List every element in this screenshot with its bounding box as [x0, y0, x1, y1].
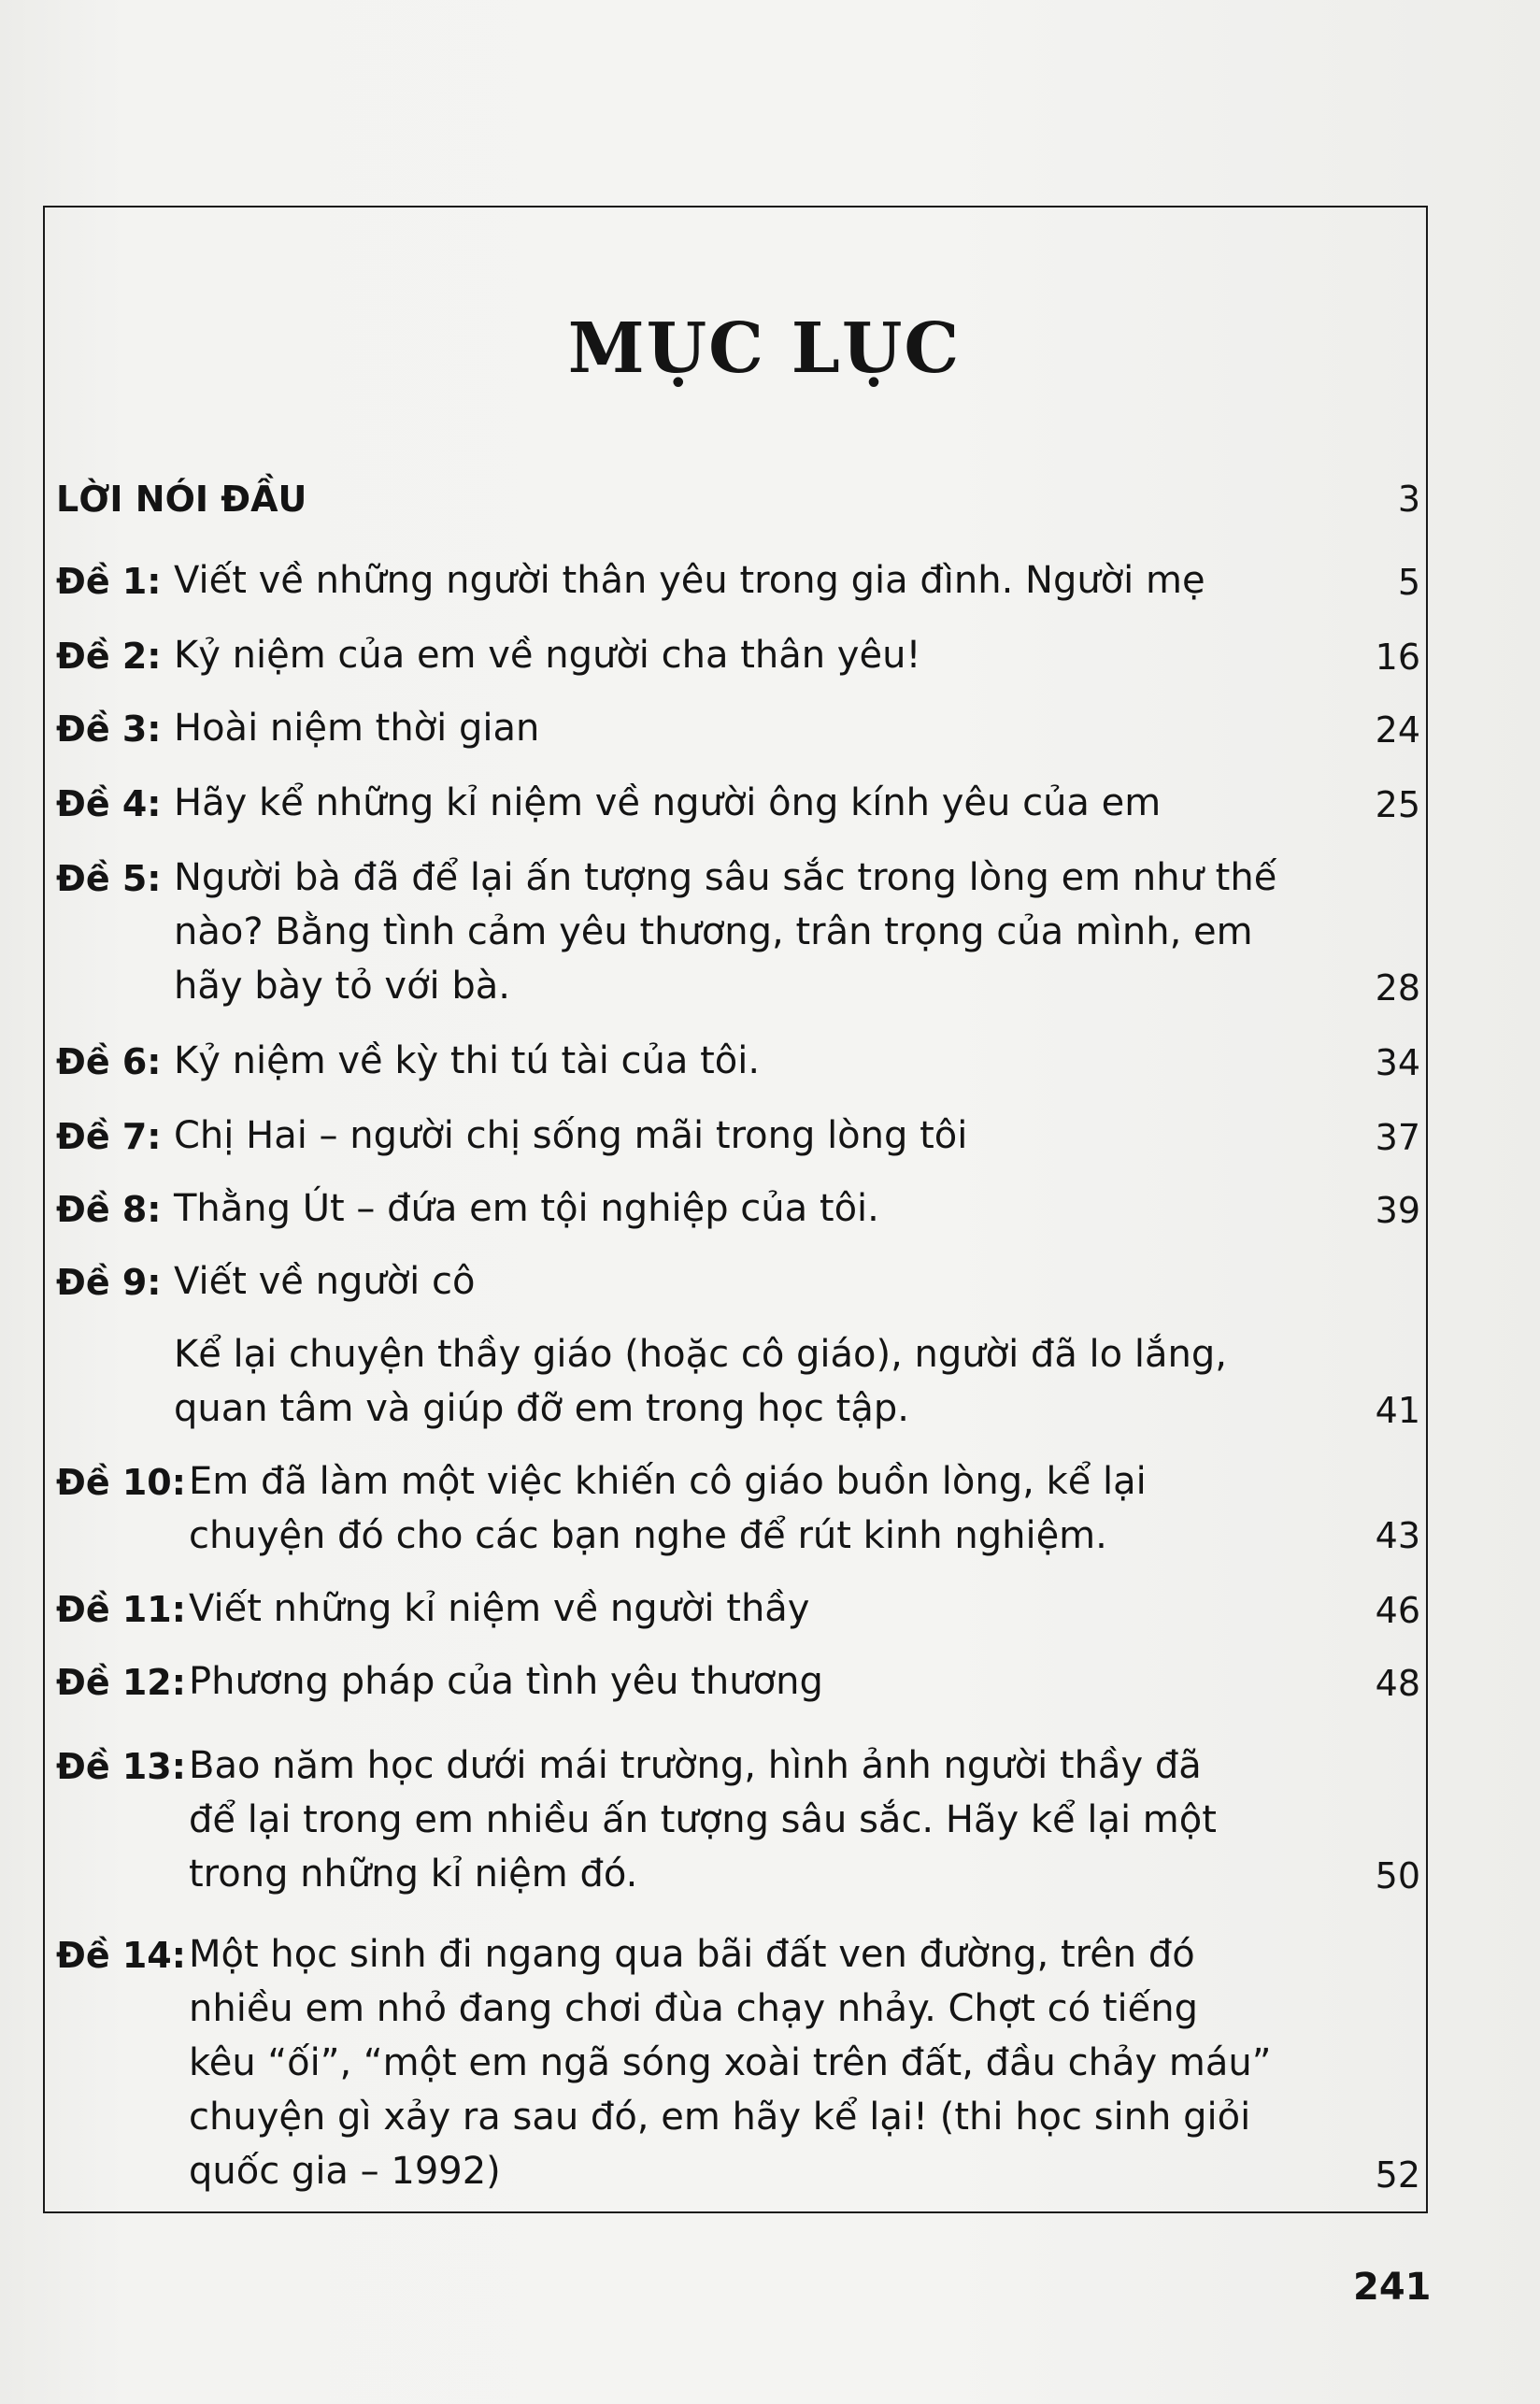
entry-line: Em đã làm một việc khiến cô giáo buồn lòng, kể lại: [189, 1460, 1147, 1503]
entry-label: Đề 3:: [56, 708, 162, 750]
entry-line: Kỷ niệm về kỳ thi tú tài của tôi.: [174, 1039, 761, 1082]
entry-label: LỜI NÓI ĐẦU: [56, 479, 307, 520]
entry-text: [174, 851, 1276, 1013]
page-title: MỤC LỤC: [567, 308, 962, 389]
entry-line: Phương pháp của tình yêu thương: [189, 1660, 823, 1703]
entry-line: nhiều em nhỏ đang chơi đùa chạy nhảy. Chợt có tiếng: [189, 1987, 1198, 2030]
entry-text: [174, 1327, 1227, 1436]
entry-page: 5: [1397, 562, 1420, 603]
entry-label: Đề 4:: [56, 783, 162, 824]
entry-page: 50: [1375, 1855, 1420, 1896]
entry-page: 16: [1375, 637, 1420, 678]
entry-text: [174, 1181, 879, 1236]
entry-line: Một học sinh đi ngang qua bãi đất ven đường, trên đó: [189, 1933, 1195, 1976]
entry-label: Đề 13:: [56, 1746, 186, 1787]
entry-label: Đề 11:: [56, 1589, 186, 1630]
entry-text: [174, 1254, 475, 1309]
entry-line: Viết về người cô: [174, 1260, 476, 1303]
entry-text: [189, 1581, 809, 1636]
entry-page: 39: [1375, 1190, 1420, 1231]
entry-label: Đề 5:: [56, 858, 162, 899]
entry-page: 25: [1375, 784, 1420, 825]
entry-page: 28: [1375, 967, 1420, 1009]
entry-page: 24: [1375, 709, 1420, 751]
entry-line: Kỷ niệm của em về người cha thân yêu!: [174, 634, 921, 677]
entry-line: để lại trong em nhiều ấn tượng sâu sắc. Hãy kể lại một: [189, 1798, 1217, 1841]
entry-label: Đề 6:: [56, 1041, 162, 1082]
entry-line: chuyện đó cho các bạn nghe để rút kinh nghiệm.: [189, 1514, 1107, 1557]
entry-page: 37: [1375, 1117, 1420, 1158]
entry-page: 48: [1375, 1663, 1420, 1704]
entry-text: [189, 1739, 1217, 1901]
entry-line: Chị Hai – người chị sống mãi trong lòng tôi: [174, 1114, 968, 1157]
entry-line: Viết về những người thân yêu trong gia đình. Người mẹ: [174, 559, 1205, 602]
table-of-contents: [56, 0, 1420, 2404]
entry-text: [189, 1654, 823, 1709]
entry-page: 41: [1375, 1390, 1420, 1431]
entry-text: [174, 1034, 760, 1088]
entry-label: Đề 10:: [56, 1462, 186, 1503]
entry-label: Đề 8:: [56, 1189, 162, 1230]
entry-line: nào? Bằng tình cảm yêu thương, trân trọng của mình, em: [174, 910, 1253, 953]
entry-label: Đề 12:: [56, 1662, 186, 1703]
entry-line: chuyện gì xảy ra sau đó, em hãy kể lại! (thi học sinh giỏi: [189, 2096, 1251, 2139]
entry-page: 52: [1375, 2154, 1420, 2196]
entry-line: quốc gia – 1992): [189, 2150, 501, 2193]
entry-text: [189, 1927, 1271, 2198]
entry-page: 46: [1375, 1590, 1420, 1631]
entry-line: Bao năm học dưới mái trường, hình ảnh người thầy đã: [189, 1744, 1202, 1787]
entry-text: [174, 553, 1205, 608]
entry-line: Thằng Út – đứa em tội nghiệp của tôi.: [174, 1187, 879, 1230]
page-number: 241: [1353, 2266, 1432, 2309]
entry-line: Người bà đã để lại ấn tượng sâu sắc trong lòng em như thế: [174, 856, 1277, 899]
entry-page: 34: [1375, 1042, 1420, 1083]
entry-line: trong những kỉ niệm đó.: [189, 1853, 638, 1896]
entry-label: Đề 14:: [56, 1935, 186, 1976]
entry-line: hãy bày tỏ với bà.: [174, 965, 510, 1008]
entry-line: Hoài niệm thời gian: [174, 707, 540, 750]
entry-line: Viết những kỉ niệm về người thầy: [189, 1587, 810, 1630]
entry-label: Đề 2:: [56, 636, 162, 677]
entry-line: kêu “ối”, “một em ngã sóng xoài trên đất, đầu chảy máu”: [189, 2041, 1272, 2084]
entry-label: Đề 9:: [56, 1262, 162, 1303]
entry-text: [174, 1109, 967, 1163]
entry-line: Kể lại chuyện thầy giáo (hoặc cô giáo), người đã lo lắng,: [174, 1333, 1227, 1376]
entry-page: 43: [1375, 1515, 1420, 1556]
entry-line: Hãy kể những kỉ niệm về người ông kính yêu của em: [174, 781, 1162, 824]
entry-text: [189, 1454, 1147, 1563]
entry-label: Đề 1:: [56, 561, 162, 602]
entry-page: 3: [1397, 479, 1420, 520]
entry-line: quan tâm và giúp đỡ em trong học tập.: [174, 1387, 909, 1430]
entry-text: [174, 776, 1161, 830]
entry-text: [174, 701, 539, 755]
entry-label: Đề 7:: [56, 1116, 162, 1157]
entry-text: [174, 628, 920, 682]
